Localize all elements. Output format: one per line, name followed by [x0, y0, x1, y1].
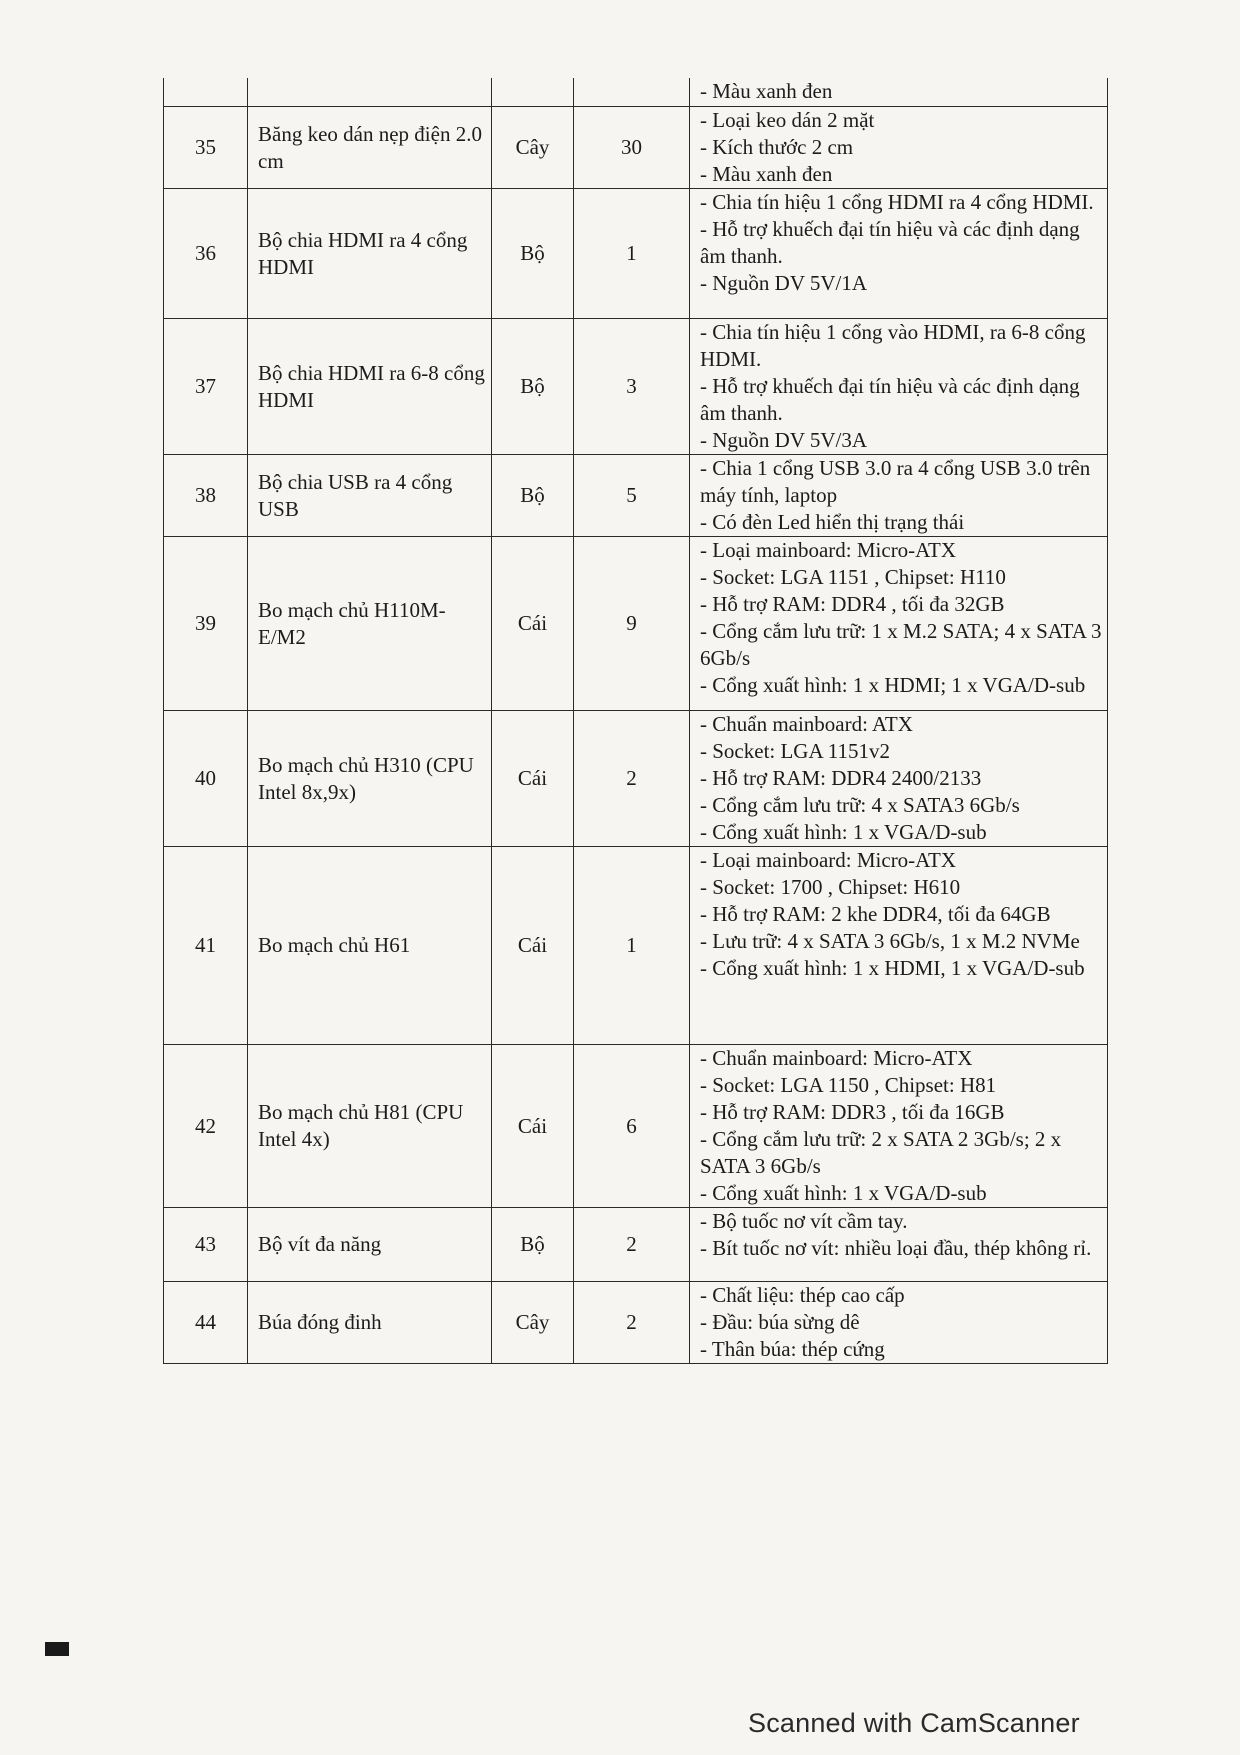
- cell-spec: [690, 537, 1108, 711]
- cell-stt: 41: [164, 847, 248, 1045]
- cell-name: Bo mạch chủ H61: [248, 847, 492, 1045]
- spec-line: - Màu xanh đen: [700, 162, 833, 186]
- cell-qty: 2: [574, 711, 690, 847]
- cell-spec: [690, 319, 1108, 455]
- cell-unit: Cây: [492, 1282, 574, 1364]
- spec-line: - Chất liệu: thép cao cấp: [700, 1283, 905, 1307]
- spec-line: - Chuẩn mainboard: ATX: [700, 712, 913, 736]
- cell-name: Bộ chia HDMI ra 6-8 cổng HDMI: [248, 319, 492, 455]
- spec-line: - Có đèn Led hiển thị trạng thái: [700, 510, 965, 534]
- cell-name: Băng keo dán nẹp điện 2.0 cm: [248, 107, 492, 189]
- cell-qty: 9: [574, 537, 690, 711]
- cell-spec: [690, 107, 1108, 189]
- cell-qty: 5: [574, 455, 690, 537]
- table-row: [164, 1208, 1108, 1282]
- spec-line: - Cổng xuất hình: 1 x VGA/D-sub: [700, 1181, 987, 1205]
- cell-qty: 3: [574, 319, 690, 455]
- cell-qty: [574, 78, 690, 107]
- cell-name: Bo mạch chủ H110M-E/M2: [248, 537, 492, 711]
- spec-line: - Bít tuốc nơ vít: nhiều loại đầu, thép không rỉ.: [700, 1236, 1092, 1260]
- cell-unit: [492, 78, 574, 107]
- cell-spec: [690, 1282, 1108, 1364]
- cell-name: Bộ vít đa năng: [248, 1208, 492, 1282]
- cell-unit: Cái: [492, 537, 574, 711]
- table-row: [164, 107, 1108, 189]
- cell-qty: 30: [574, 107, 690, 189]
- cell-qty: 2: [574, 1208, 690, 1282]
- spec-line: - Cổng xuất hình: 1 x HDMI, 1 x VGA/D-sub: [700, 956, 1085, 980]
- cell-stt: 44: [164, 1282, 248, 1364]
- cell-unit: Bộ: [492, 189, 574, 319]
- table-row: [164, 1282, 1108, 1364]
- spec-line: - Lưu trữ: 4 x SATA 3 6Gb/s, 1 x M.2 NVMe: [700, 929, 1080, 953]
- cell-unit: Bộ: [492, 455, 574, 537]
- spec-line: - Hỗ trợ khuếch đại tín hiệu và các định dạng âm thanh.: [700, 217, 1080, 268]
- spec-line: - Chia 1 cổng USB 3.0 ra 4 cổng USB 3.0 trên máy tính, laptop: [700, 456, 1091, 507]
- spec-line: - Cổng xuất hình: 1 x VGA/D-sub: [700, 820, 987, 844]
- cell-stt: 35: [164, 107, 248, 189]
- cell-unit: Bộ: [492, 319, 574, 455]
- cell-spec: [690, 1045, 1108, 1208]
- table-row: [164, 189, 1108, 319]
- cell-name: Búa đóng đinh: [248, 1282, 492, 1364]
- table-row: [164, 847, 1108, 1045]
- cell-name: Bo mạch chủ H310 (CPU Intel 8x,9x): [248, 711, 492, 847]
- camscanner-watermark: Scanned with CamScanner: [748, 1708, 1080, 1738]
- spec-line: - Hỗ trợ RAM: DDR4 2400/2133: [700, 766, 982, 790]
- cell-unit: Cái: [492, 847, 574, 1045]
- table-row: [164, 711, 1108, 847]
- cell-spec: [690, 189, 1108, 319]
- table-row-continued: [164, 78, 1108, 107]
- cell-spec: [690, 78, 1108, 107]
- cell-spec: [690, 1208, 1108, 1282]
- spec-line: - Cổng cắm lưu trữ: 4 x SATA3 6Gb/s: [700, 793, 1020, 817]
- spec-line: - Loại keo dán 2 mặt: [700, 108, 875, 132]
- items-table: [163, 78, 1108, 1364]
- spec-line: - Hỗ trợ RAM: DDR3 , tối đa 16GB: [700, 1100, 1005, 1124]
- cell-qty: 2: [574, 1282, 690, 1364]
- table-row: [164, 537, 1108, 711]
- spec-line: - Nguồn DV 5V/3A: [700, 428, 868, 452]
- spec-line: - Nguồn DV 5V/1A: [700, 271, 868, 295]
- cell-name: [248, 78, 492, 107]
- spec-line: - Loại mainboard: Micro-ATX: [700, 538, 957, 562]
- table-row: [164, 1045, 1108, 1208]
- cell-stt: [164, 78, 248, 107]
- spec-line: - Loại mainboard: Micro-ATX: [700, 848, 957, 872]
- cell-spec: [690, 455, 1108, 537]
- cell-unit: Cái: [492, 1045, 574, 1208]
- spec-line: - Kích thước 2 cm: [700, 135, 854, 159]
- table-row: [164, 455, 1108, 537]
- spec-line: - Hỗ trợ RAM: 2 khe DDR4, tối đa 64GB: [700, 902, 1051, 926]
- cell-qty: 1: [574, 189, 690, 319]
- spec-line: - Bộ tuốc nơ vít cầm tay.: [700, 1209, 908, 1233]
- cell-name: Bộ chia HDMI ra 4 cổng HDMI: [248, 189, 492, 319]
- cell-name: Bo mạch chủ H81 (CPU Intel 4x): [248, 1045, 492, 1208]
- cell-spec: [690, 711, 1108, 847]
- cell-stt: 39: [164, 537, 248, 711]
- spec-line: - Chia tín hiệu 1 cổng vào HDMI, ra 6-8 cổng HDMI.: [700, 320, 1086, 371]
- cell-stt: 36: [164, 189, 248, 319]
- spec-line: - Hỗ trợ khuếch đại tín hiệu và các định dạng âm thanh.: [700, 374, 1080, 425]
- spec-line: - Màu xanh đen: [700, 79, 833, 103]
- spec-line: - Cổng xuất hình: 1 x HDMI; 1 x VGA/D-sub: [700, 673, 1086, 697]
- spec-line: - Socket: LGA 1150 , Chipset: H81: [700, 1073, 997, 1097]
- spec-line: - Chuẩn mainboard: Micro-ATX: [700, 1046, 973, 1070]
- spec-line: - Thân búa: thép cứng: [700, 1337, 885, 1361]
- spec-line: - Cổng cắm lưu trữ: 2 x SATA 2 3Gb/s; 2 x SATA 3 6Gb/s: [700, 1127, 1062, 1178]
- spec-line: - Socket: LGA 1151v2: [700, 739, 890, 763]
- items-table-container: [163, 78, 1107, 1364]
- scan-corner-mark: [45, 1642, 69, 1656]
- cell-name: Bộ chia USB ra 4 cổng USB: [248, 455, 492, 537]
- cell-stt: 38: [164, 455, 248, 537]
- cell-unit: Cây: [492, 107, 574, 189]
- spec-line: - Hỗ trợ RAM: DDR4 , tối đa 32GB: [700, 592, 1005, 616]
- spec-line: - Cổng cắm lưu trữ: 1 x M.2 SATA; 4 x SATA 3 6Gb/s: [700, 619, 1102, 670]
- spec-line: - Socket: LGA 1151 , Chipset: H110: [700, 565, 1006, 589]
- cell-stt: 43: [164, 1208, 248, 1282]
- cell-stt: 42: [164, 1045, 248, 1208]
- spec-line: - Socket: 1700 , Chipset: H610: [700, 875, 961, 899]
- cell-spec: [690, 847, 1108, 1045]
- cell-unit: Bộ: [492, 1208, 574, 1282]
- spec-line: - Chia tín hiệu 1 cổng HDMI ra 4 cổng HDMI.: [700, 190, 1094, 214]
- table-row: [164, 319, 1108, 455]
- cell-qty: 6: [574, 1045, 690, 1208]
- cell-qty: 1: [574, 847, 690, 1045]
- cell-stt: 40: [164, 711, 248, 847]
- cell-stt: 37: [164, 319, 248, 455]
- spec-line: - Đầu: búa sừng dê: [700, 1310, 860, 1334]
- cell-unit: Cái: [492, 711, 574, 847]
